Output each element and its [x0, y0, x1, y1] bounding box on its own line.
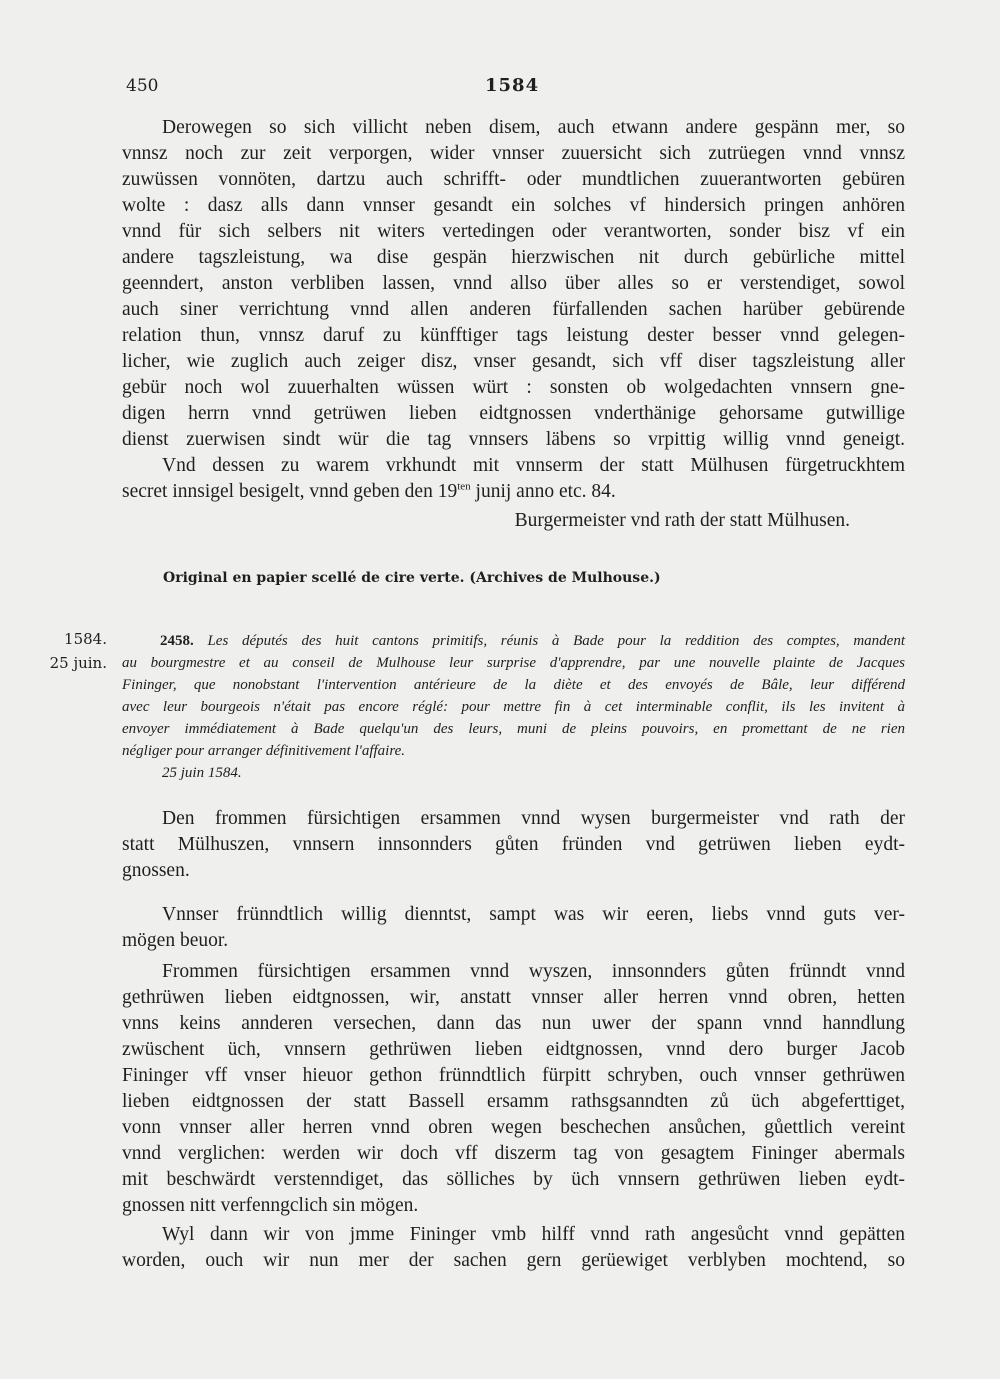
text-line: statt Mülhuszen, vnnsern innsonnders gůten fründen vnd getrüwen lieben eydt- [122, 834, 905, 855]
signature: Burgermeister vnd rath der statt Mülhusen. [514, 510, 850, 531]
text-line: geenndert, anston verbliben lassen, vnnd allso über alles so er verstendiget, sowol [122, 273, 905, 294]
original-note: Original en papier scellé de cire verte. (Archives de Mulhouse.) [163, 570, 661, 586]
running-head-year: 1584 [485, 75, 540, 96]
regest-line: 2458. Les députés des huit cantons primitifs, réunis à Bade pour la reddition des comptes, mandent [160, 633, 905, 649]
margin-year: 1584. [64, 630, 107, 648]
text-line: mögen beuor. [122, 930, 229, 951]
text-line: wolte : dasz alls dann vnnser gesandt ein solches vf hindersich pringen anhören [122, 195, 905, 216]
text-line: gnossen. [122, 860, 190, 881]
text-line: Fininger vff vnser hieuor gethon frünndtlich fürpitt schryben, ouch vnnser gethrüwen [122, 1065, 905, 1086]
regest-line: envoyer immédiatement à Bade quelqu'un des leurs, muni de pleins pouvoirs, en promettant de ne rien [122, 721, 905, 737]
text-line: relation thun, vnnsz daruf zu künfftiger tags leistung dester besser vnnd gelegen- [122, 325, 905, 346]
text-line: Den frommen fürsichtigen ersammen vnnd wysen burgermeister vnd rath der [162, 808, 905, 829]
text-line: vnnd verglichen: werden wir doch vff diszerm tag von gesagtem Fininger abermals [122, 1143, 905, 1164]
text-line: Vnnser frünndtlich willig dienntst, sampt was wir eeren, liebs vnnd guts ver- [162, 904, 905, 925]
text-line: vnns keins annderen versechen, dann das nun uwer der spann vnnd hanndlung [122, 1013, 905, 1034]
text-line: lieben eidtgnossen der statt Bassell ersamm rathsgsanndten zů üch abgeferttiget, [122, 1091, 905, 1112]
document-number: 2458. [160, 633, 194, 649]
text-line: zuwüssen vonnöten, dartzu auch schrifft- oder mundtlichen zuuerantworten gebüren [122, 169, 905, 190]
text-line: gebür noch wol zuuerhalten wüssen würt : sonsten ob wolgedachten vnnsern gne- [122, 377, 905, 398]
text-line: vonn vnnser aller herren vnnd obren wegen beschechen ansůchen, gůettlich vereint [122, 1117, 905, 1138]
text-line: gnossen nitt verfenngclich sin mögen. [122, 1195, 419, 1216]
text-line: Frommen fürsichtigen ersammen vnnd wyszen, innsonnders gůten frünndt vnnd [162, 961, 905, 982]
regest-date: 25 juin 1584. [162, 765, 242, 781]
text-line: vnnsz noch zur zeit verporgen, wider vnnser zuuersicht sich zutrüegen vnnd vnnsz [122, 143, 905, 164]
regest-line: avec leur bourgeois n'était pas encore réglé: pour mettre fin à cet interminable conflit, ils les invitent à [122, 699, 905, 715]
text-line: Derowegen so sich villicht neben disem, auch etwann andere gespänn mer, so [162, 117, 905, 138]
text-line: auch siner verrichtung vnnd allen anderen fürfallenden sachen harüber gebürende [122, 299, 905, 320]
text-line: licher, wie zuglich auch zeiger disz, vnser gesandt, sich vff diser tagszleistung aller [122, 351, 905, 372]
page-number: 450 [126, 76, 159, 96]
text-line: vnnd für sich selbers nit witers vertedingen oder verantworten, sonder bisz vf ein [122, 221, 905, 242]
text-line: mit beschwärdt verstenndiget, das sölliches by üch vnnsern gethrüwen lieben eydt- [122, 1169, 905, 1190]
text-line: zwüschent üch, vnnsern gethrüwen lieben eidtgnossen, vnnd dero burger Jacob [122, 1039, 905, 1060]
margin-day: 25 juin. [49, 654, 107, 672]
regest-line: au bourgmestre et au conseil de Mulhouse leur surprise d'apprendre, par une nouvelle plainte de Jacques [122, 655, 905, 671]
text-line: dienst zuerwisen sindt wür die tag vnnsers läbens so vrpittig willig vnnd geneigt. [122, 429, 905, 450]
text-line: Vnd dessen zu warem vrkhundt mit vnnserm der statt Mülhusen fürgetruckhtem [162, 455, 905, 476]
text-line: digen herrn vnnd getrüwen lieben eidtgnossen vnderthänige gehorsame gutwillige [122, 403, 905, 424]
regest-line: négliger pour arranger définitivement l'affaire. [122, 743, 406, 759]
dating-line: secret innsigel besigelt, vnnd geben den $19^{ten}$ junij anno etc. 84. [122, 480, 616, 502]
text-line: Wyl dann wir von jmme Fininger vmb hilff vnnd rath angesůcht vnnd gepätten [162, 1224, 905, 1245]
text-line: gethrüwen lieben eidtgnossen, wir, anstatt vnnser aller herren vnnd obren, hetten [122, 987, 905, 1008]
text-line: andere tagszleistung, wa dise gespän hierzwischen nit durch gebürliche mittel [122, 247, 905, 268]
regest-line: Fininger, que nonobstant l'intervention antérieure de la diète et des envoyés de Bâle, leur différend [122, 677, 905, 693]
text-line: worden, ouch wir nun mer der sachen gern gerüewiget verblyben mochtend, so [122, 1250, 905, 1271]
